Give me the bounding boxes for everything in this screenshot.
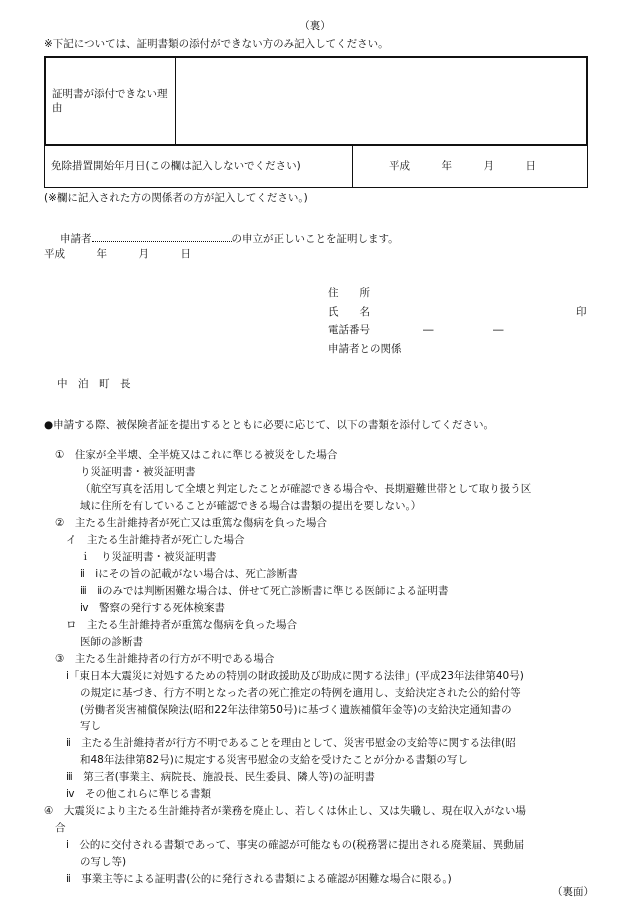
list-item: ① 住家が全半壊、全半焼又はこれに準じる被災をした場合 xyxy=(55,449,338,461)
list-item: ③ 主たる生計維持者の行方が不明である場合 xyxy=(55,653,275,665)
list-item: ⅱ 主たる生計維持者が行方不明であることを理由として、災害弔慰金の支給等に関する法律(昭 xyxy=(66,737,516,749)
phone-separator: ― xyxy=(493,324,504,336)
certify-date: 平成 年 月 日 xyxy=(44,248,191,260)
list-item: 和48年法律第82号)に規定する災害弔慰金の支給を受けたことが分かる書類の写し xyxy=(80,754,468,766)
start-date-table-row xyxy=(44,146,588,188)
list-item: ④ 大震災により主たる生計維持者が業務を廃止し、若しくは休止し、又は失職し、現在収入がない場 xyxy=(44,805,526,817)
certifier-address-label: 住 所 xyxy=(328,287,370,299)
list-item: (労働者災害補償保険法(昭和22年法律第50号)に基づく遺族補償年金等)の支給決定通知書の xyxy=(80,704,512,716)
attach-heading: ●申請する際、被保険者証を提出するとともに必要に応じて、以下の書類を添付してください。 xyxy=(44,419,494,431)
certify-statement xyxy=(60,231,399,247)
certifier-relation-label: 申請者との関係 xyxy=(328,343,402,355)
certify-prefix: 申請者 xyxy=(60,233,92,245)
list-item: ② 主たる生計維持者が死亡又は重篤な傷病を負った場合 xyxy=(55,517,327,529)
list-item: ⅲ 第三者(事業主、病院長、施設長、民生委員、隣人等)の証明書 xyxy=(66,771,375,783)
list-item: ⅳ 警察の発行する死体検案書 xyxy=(80,602,226,614)
page-label: （裏） xyxy=(299,20,331,32)
applicant-name-line xyxy=(92,231,232,242)
reason-table-row xyxy=(44,56,588,146)
addressee: 中 泊 町 長 xyxy=(57,378,131,390)
list-item: ⅱ ⅰにその旨の記載がない場合は、死亡診断書 xyxy=(80,568,298,580)
list-item: の写し等) xyxy=(80,856,127,868)
list-item: 合 xyxy=(55,822,66,834)
list-item: 域に住所を有していることが確認できる場合は書類の提出を要しない。） xyxy=(80,500,422,512)
list-item: ⅰ 公的に交付される書類であって、事実の確認が可能なもの(税務署に提出される廃業届、異動届 xyxy=(66,839,525,851)
list-item: ⅳ その他これらに準じる書類 xyxy=(66,788,212,800)
list-item: ⅱ 事業主等による証明書(公的に発行される書類による確認が困難な場合に限る。) xyxy=(66,873,452,885)
start-date-value: 平成 年 月 日 xyxy=(389,160,536,172)
list-item: ⅰ「東日本大震災に対処するための特別の財政援助及び助成に関する法律」(平成23年法律第40号) xyxy=(66,670,524,682)
phone-separator: ― xyxy=(423,324,434,336)
footer-label: （裏面） xyxy=(552,886,594,898)
list-item: ｉ り災証明書・被災証明書 xyxy=(80,551,217,563)
list-item: ロ 主たる生計維持者が重篤な傷病を負った場合 xyxy=(66,619,297,631)
note-text: ※下記については、証明書類の添付ができない方のみ記入してください。 xyxy=(44,38,389,50)
certifier-phone-label: 電話番号 xyxy=(328,324,370,336)
certify-suffix: の申立が正しいことを証明します。 xyxy=(231,233,399,245)
list-item: ⅲ ⅱのみでは判断困難な場合は、併せて死亡診断書に準じる医師による証明書 xyxy=(80,585,449,597)
fill-note: (※欄に記入された方の関係者の方が記入してください。) xyxy=(44,192,308,204)
list-item: り災証明書・被災証明書 xyxy=(80,466,196,478)
list-item: 写し xyxy=(80,720,101,732)
list-item: 医師の診断書 xyxy=(80,636,143,648)
list-item: イ 主たる生計維持者が死亡した場合 xyxy=(66,534,245,546)
start-date-label: 免除措置開始年月日(この欄は記入しないでください) xyxy=(45,146,353,187)
list-item: （航空写真を活用して全壊と判定したことが確認できる場合や、長期避難世帯として取り扱う区 xyxy=(80,483,532,495)
list-item: の規定に基づき、行方不明となった者の死亡推定の特例を適用し、支給決定された公的給付等 xyxy=(80,687,521,699)
reason-label: 証明書が添付できない理由 xyxy=(46,58,176,144)
certifier-name-label: 氏 名 xyxy=(328,306,370,318)
seal-label: 印 xyxy=(576,306,587,318)
